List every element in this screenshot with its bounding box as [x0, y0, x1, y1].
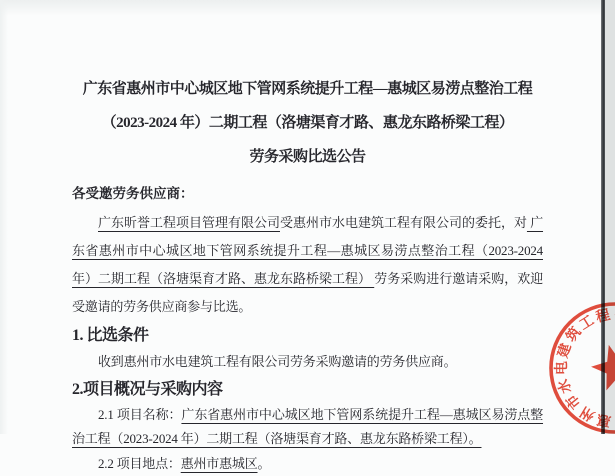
- seal-arc-char: 建: [556, 341, 575, 360]
- title-line-1: 广东省惠州市中心城区地下管网系统提升工程—惠城区易涝点整治工程: [82, 81, 533, 97]
- intro-paragraph: [72, 209, 543, 321]
- seal-arc-char: 筑: [563, 324, 585, 346]
- section-1-heading: 1. 比选条件: [72, 327, 149, 344]
- seal-arc-char: 惠: [595, 410, 613, 429]
- project-name-underlined: 广东省惠州市中心城区地下管网系统提升工程—惠城区易涝点整治工程（2023-2024 年）二期工程（洛塘渠育才路、惠龙东路桥梁工程）: [72, 215, 544, 286]
- salutation-line: 各受邀劳务供应商：: [72, 186, 194, 201]
- seal-arc-char: 电: [555, 361, 570, 375]
- intro-middle-text: 受惠州市水电建筑工程有限公司的委托，对: [279, 215, 527, 230]
- section-2-heading: 2.项目概况与采购内容: [72, 381, 223, 398]
- scan-left-shadow: [0, 0, 8, 434]
- item-2-2-value: 惠州市惠城区: [180, 456, 258, 471]
- item-2-1-project-name: [72, 403, 543, 451]
- item-2-1-label: 2.1 项目名称：: [98, 407, 182, 422]
- item-2-2-label: 2.2 项目地点：: [98, 456, 181, 471]
- intro-tail-text: 劳务采购进行邀请采购，欢迎受邀请的劳务供应商参与比选。: [72, 271, 543, 314]
- seal-arc-char: 州: [578, 402, 598, 424]
- title-line-3: 劳务采购比选公告: [249, 149, 366, 165]
- section-1-body: 收到惠州市水电建筑工程有限公司劳务采购邀请的劳务供应商。: [98, 354, 457, 369]
- seal-arc-char: 程: [594, 308, 612, 326]
- seal-arc-char: 市: [563, 390, 585, 412]
- document-content: [72, 0, 543, 476]
- title-line-2: （2023-2024 年）二期工程（洛塘渠育才路、惠龙东路桥梁工程）: [101, 115, 514, 131]
- procurement-agent-name: 广东昕誉工程项目管理有限公司: [98, 215, 280, 230]
- item-2-2-project-location: [72, 452, 543, 476]
- item-2-2-suffix: 。: [257, 456, 271, 471]
- scanner-background: [605, 0, 615, 434]
- item-2-1-value: 广东省惠州市中心城区地下管网系统提升工程—惠城区易涝点整治工程（2023-2024 年）二期工程（洛塘渠育才路、惠龙东路桥梁工程）。: [72, 407, 544, 446]
- seal-arc-char: 工: [577, 313, 598, 334]
- document-title: [72, 0, 543, 174]
- seal-arc-char: 水: [556, 376, 576, 396]
